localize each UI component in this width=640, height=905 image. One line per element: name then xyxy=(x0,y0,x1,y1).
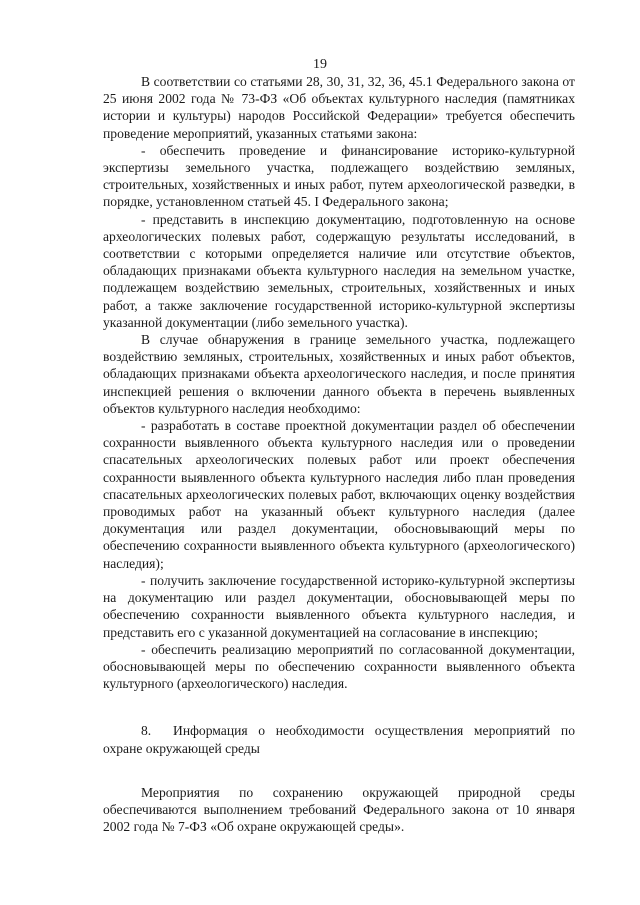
list-item-obtain-conclusion: - получить заключение государственной историко-культурной экспертизы на документацию или раздел документации, обосновывающей меры по обеспечению сохранности выявленного объекта культурного наследия, и представить его с указанной документацией на согласование в инспекцию; xyxy=(103,572,575,640)
list-item-develop-section: - разработать в составе проектной документации раздел об обеспечении сохранности выявленного объекта культурного наследия или о проведении спасательных археологических полевых работ или проект обеспечения сохранности выявленного объекта культурного наследия либо план проведения спасательных археологических полевых работ, включающих оценку воздействия проводимых работ на указанный объект культурного наследия (далее документация или раздел документации, обосновывающий меры по обеспечению сохранности выявленного объекта культурного (археологического) наследия); xyxy=(103,418,575,571)
section-title: Информация о необходимости осуществления мероприятий по охране окружающей среды xyxy=(103,723,575,756)
spacer xyxy=(103,692,575,722)
paragraph-discovery: В случае обнаружения в границе земельного участка, подлежащего воздействию земляных, строительных, хозяйственных и иных работ объектов, обладающих признаками объекта археологического наследия, и после принятия инспекцией решения о включении данного объекта в перечень выявленных объектов культурного наследия необходимо: xyxy=(103,332,575,416)
paragraph-intro: В соответствии со статьями 28, 30, 31, 32, 36, 45.1 Федерального закона от 25 июня 2002 года № 73-ФЗ «Об объектах культурного наследия (памятниках истории и культуры) народов Российской Федерации» требуется обеспечить проведение мероприятий, указанных статьями закона: xyxy=(103,74,575,141)
document-body xyxy=(103,73,575,835)
list-item-implement-measures: - обеспечить реализацию мероприятий по согласованной документации, обосновывающей меры по обеспечению сохранности выявленного объекта культурного (археологического) наследия. xyxy=(103,641,575,692)
list-item-documentation: - представить в инспекцию документацию, подготовленную на основе археологических полевых работ, содержащую результаты исследований, в соответствии с которыми определяется наличие или отсутствие объектов, обладающих признаками объекта культурного наследия на земельном участке, подлежащем воздействию земельных, строительных, хозяйственных и иных работ, а также заключение государственной историко-культурной экспертизы указанной документации (либо земельного участка). xyxy=(103,211,575,330)
page-number: 19 xyxy=(313,57,327,72)
section-heading-8 xyxy=(103,722,575,756)
section-number: 8. xyxy=(141,723,152,739)
list-item-expertise: - обеспечить проведение и финансирование историко-культурной экспертизы земельного участка, подлежащего воздействию земляных, строительных, хозяйственных и иных работ, путем археологической разведки, в порядке, установленном статьей 45. I Федерального закона; xyxy=(103,142,575,210)
spacer xyxy=(103,757,575,784)
paragraph-environment: Мероприятия по сохранению окружающей природной среды обеспечиваются выполнением требований Федерального закона от 10 января 2002 года № 7-ФЗ «Об охране окружающей среды». xyxy=(103,784,575,835)
